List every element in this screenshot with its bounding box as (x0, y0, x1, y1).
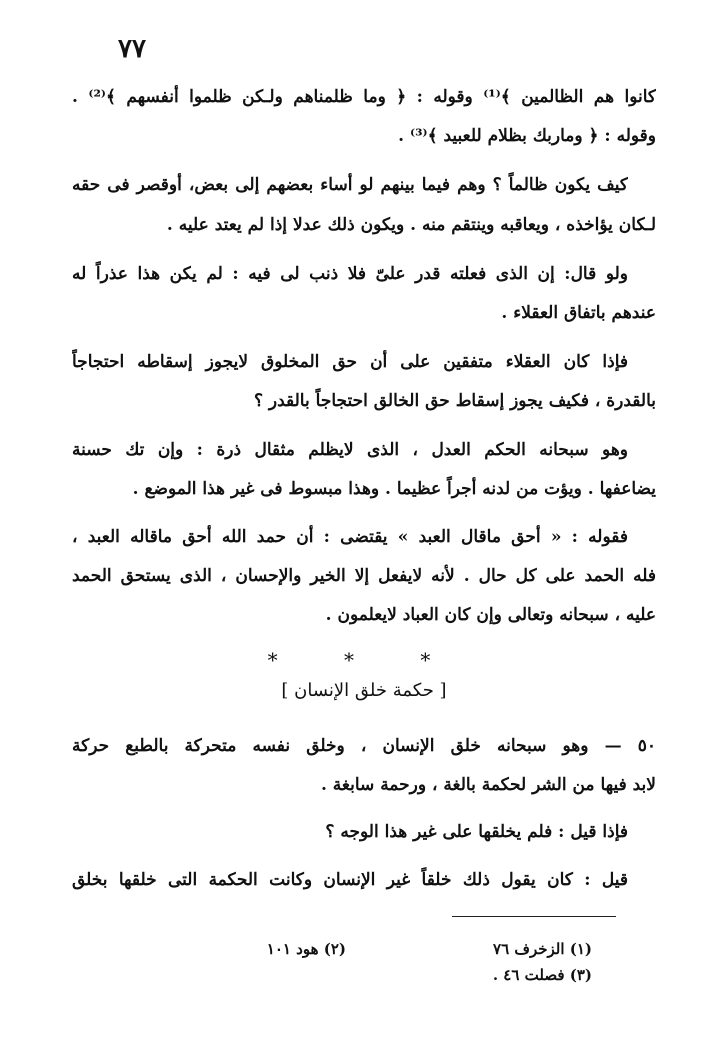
body-line: لابد فيها من الشر لحكمة بالغة ، ورحمة سابغة . (320, 775, 656, 795)
body-line: فإذا كان العقلاء متفقين على أن حق المخلوق لايجوز إسقاطه احتجاجاً (72, 352, 628, 372)
page-number: ٧٧ (118, 34, 146, 64)
footnote-3: (٣) فصلت ٤٦ . (492, 966, 592, 984)
body-line: وهو سبحانه الحكم العدل ، الذى لايظلم مثقال ذرة : وإن تك حسنة (72, 440, 628, 460)
body-line: عندهم باتفاق العقلاء . (501, 303, 656, 323)
body-line: فقوله : « أحق ماقال العبد » يقتضى : أن حمد الله أحق ماقاله العبد ، (72, 527, 628, 547)
body-line: وقوله : ﴿ وماربك بظلام للعبيد ﴾⁽³⁾ . (398, 126, 656, 146)
footnote-rule (452, 916, 616, 917)
body-line: كيف يكون ظالماً ؟ وهم فيما بينهم لو أساء بعضهم إلى بعض، أوقصر فى حقه (72, 175, 628, 195)
body-line: بالقدرة ، فكيف يجوز إسقاط حق الخالق احتجاجاً بالقدر ؟ (253, 391, 656, 411)
body-line: ولو قال: إن الذى فعلته قدر علىّ فلا ذنب لى فيه : لم يكن هذا عذراً له (72, 264, 628, 284)
section-separator: * * * (267, 648, 461, 672)
body-line: لـكان يؤاخذه ، ويعاقبه وينتقم منه . ويكون ذلك عدلا إذا لم يعتد عليه . (166, 215, 656, 235)
body-line: عليه ، سبحانه وتعالى وإن كان العباد لايعلمون . (325, 605, 656, 625)
body-line: فله الحمد على كل حال . لأنه لايفعل إلا الخير والإحسان ، الذى يستحق الحمد (72, 566, 656, 586)
body-line: ٥٠ — وهو سبحانه خلق الإنسان ، وخلق نفسه متحركة بالطبع حركة (72, 736, 656, 756)
footnote-1: (١) الزخرف ٧٦ (493, 940, 592, 958)
section-heading: [ حكمة خلق الإنسان ] (281, 680, 447, 701)
body-line: قيل : كان يقول ذلك خلقاً غير الإنسان وكانت الحكمة التى خلقها بخلق (72, 870, 628, 890)
body-line: فإذا قيل : فلم يخلقها على غير هذا الوجه ؟ (325, 822, 628, 842)
body-line: كانوا هم الظالمين ﴾⁽¹⁾ وقوله : ﴿ وما ظلمناهم ولـكن ظلموا أنفسهم ﴾⁽²⁾ . (72, 87, 656, 107)
body-line: يضاعفها . ويؤت من لدنه أجراً عظيما . وهذا مبسوط فى غير هذا الموضع . (132, 479, 656, 499)
footnote-2: (٢) هود ١٠١ (266, 940, 346, 958)
